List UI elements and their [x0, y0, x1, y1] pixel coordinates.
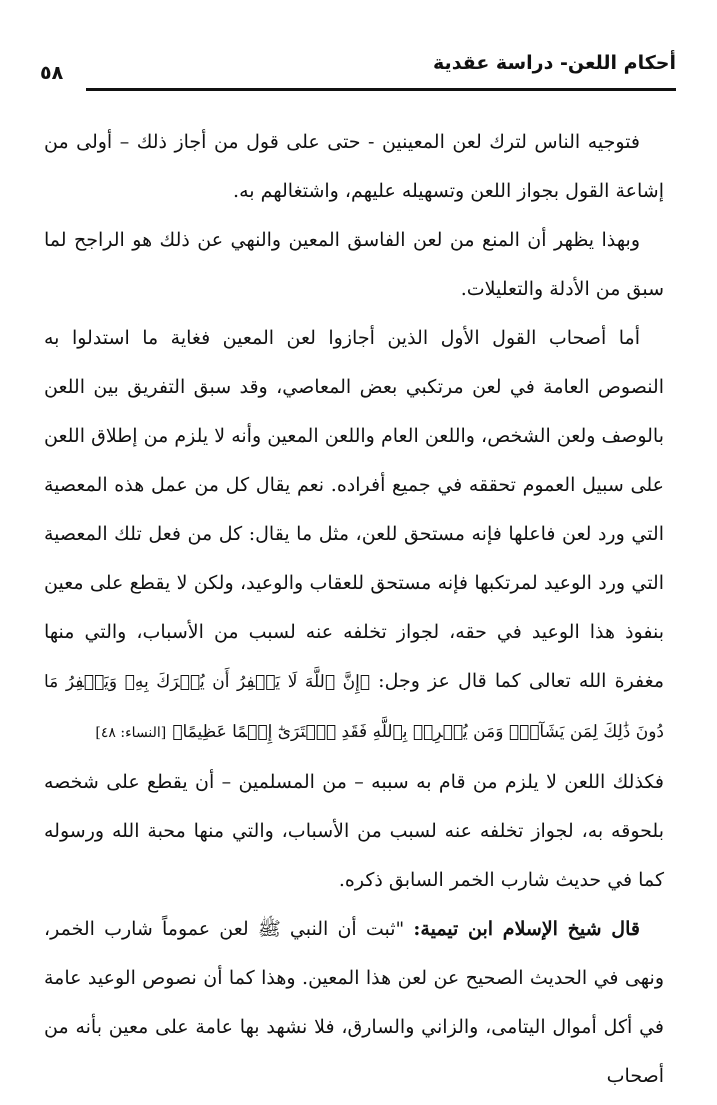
- paragraph-2: وبهذا يظهر أن المنع من لعن الفاسق المعين والنهي عن ذلك هو الراجح لما سبق من الأدلة والتعليلات.: [44, 229, 664, 300]
- quote-speaker: قال شيخ الإسلام ابن تيمية:: [413, 918, 640, 940]
- paragraph-3: [44, 314, 664, 758]
- paragraph-4: فكذلك اللعن لا يلزم من قام به سببه – من المسلمين – أن يقطع على شخصه بلحوقه به، لجواز تخلفه عنه لسبب من الأسباب، والتي منها محبة الله ورسوله كما في حديث شارب الخمر السابق ذكره.: [44, 771, 664, 891]
- page-body: [44, 118, 664, 1101]
- paragraph-3-text: أما أصحاب القول الأول الذين أجازوا لعن المعين فغاية ما استدلوا به النصوص العامة في لعن مرتكبي بعض المعاصي، وقد سبق التفريق بين اللعن بالوصف ولعن الشخص، واللعن العام واللعن المعين وأنه لا يلزم من إطلاق اللعن على سبيل العموم تحققه في جميع أفراده. نعم يقال كل من عمل هذه المعصية التي ورد لعن فاعلها فإنه مستحق للعن، مثل ما يقال: كل من فعل تلك المعصية التي ورد الوعيد لمرتكبها فإنه مستحق للعقاب والوعيد، ولكن لا يقطع على معين بنفوذ هذا الوعيد في حقه، لجواز تخلفه عنه لسبب من الأسباب، والتي منها مغفرة الله تعالى كما قال عز وجل:: [44, 327, 665, 692]
- paragraph-5: [44, 905, 664, 1101]
- running-title: أحكام اللعن- دراسة عقدية: [433, 52, 676, 74]
- page-number: ٥٨: [40, 62, 64, 84]
- paragraph-1: فتوجيه الناس لترك لعن المعينين - حتى على قول من أجاز ذلك – أولى من إشاعة القول بجواز اللعن وتسهيله عليهم، واشتغالهم به.: [44, 131, 664, 202]
- quran-verse: ﴿إِنَّ ٱللَّهَ لَا يَغۡفِرُ أَن يُشۡرَكَ بِهِۦ وَيَغۡفِرُ مَا دُونَ ذَٰلِكَ لِمَن يَشَآءُۚ وَمَن يُشۡرِكۡ بِٱللَّهِ فَقَدِ ٱفۡتَرَىٰٓ إِثۡمًا عَظِيمًا﴾: [44, 672, 664, 742]
- quran-citation: [النساء: ٤٨]: [95, 725, 167, 741]
- header-rule: [86, 88, 676, 91]
- page-header: [40, 48, 676, 92]
- quote-text: "ثبت أن النبي ﷺ لعن عموماً شارب الخمر، ونهى في الحديث الصحيح عن لعن هذا المعين. وهذا كما أن نصوص الوعيد عامة في أكل أموال اليتامى، والزاني والسارق، فلا نشهد بها عامة على معين بأنه من أصحاب: [44, 918, 664, 1087]
